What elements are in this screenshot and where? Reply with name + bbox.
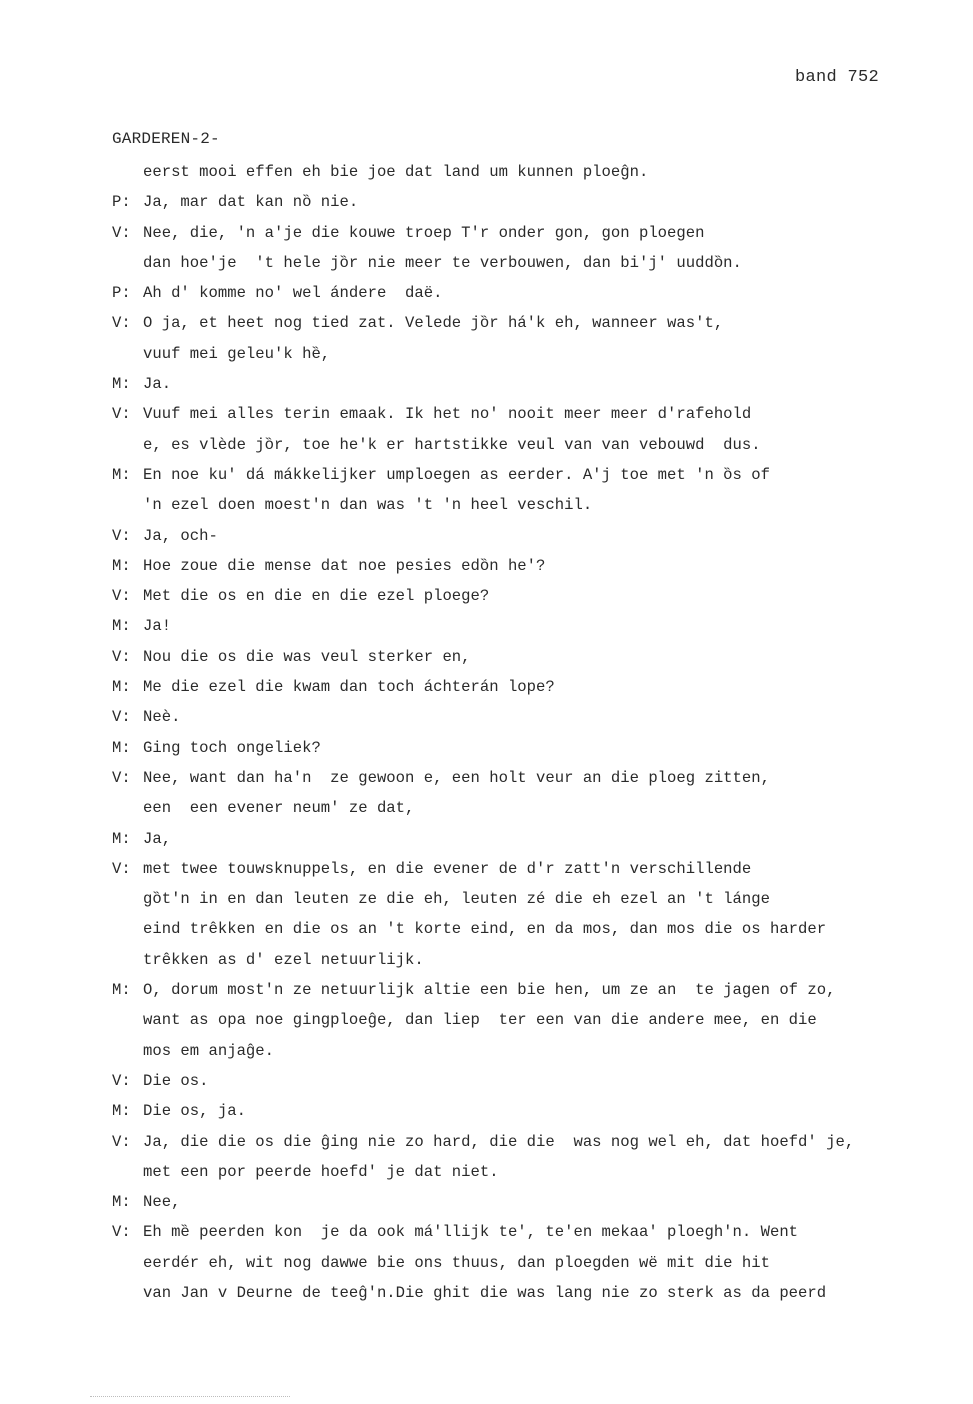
utterance-line: Neè. — [143, 708, 181, 727]
speaker-label: V: — [112, 708, 131, 727]
transcript-entry — [112, 308, 952, 369]
utterance — [143, 642, 952, 672]
transcript-entry — [112, 1066, 952, 1096]
transcript-entry — [112, 611, 952, 641]
utterance — [143, 1096, 952, 1126]
utterance-line: Die os, ja. — [143, 1102, 246, 1121]
utterance-line: want as opa noe gingploeĝe, dan liep ter een van die andere mee, en die — [143, 1011, 817, 1030]
transcript-entry — [112, 1127, 952, 1188]
utterance-line: Ja! — [143, 617, 172, 636]
speaker-label: V: — [112, 1071, 131, 1090]
speaker-label: M: — [112, 1102, 131, 1121]
transcript-entry — [112, 551, 952, 581]
footer-dotted-line — [90, 1396, 290, 1398]
utterance — [143, 1217, 952, 1308]
transcript-entry — [112, 854, 952, 975]
utterance-line: Nou die os die was veul sterker en, — [143, 647, 471, 666]
speaker-label: M: — [112, 617, 131, 636]
utterance-line: Vuuf mei alles terin emaak. Ik het no' nooit meer meer d'rafehold — [143, 405, 752, 424]
utterance — [143, 672, 952, 702]
transcript-entry — [112, 369, 952, 399]
utterance — [143, 218, 952, 279]
utterance-line: vuuf mei geleu'k hȅ, — [143, 344, 331, 363]
utterance — [143, 369, 952, 399]
speaker-label — [112, 157, 143, 187]
utterance-line: e, es vlède jȍr, toe he'k er hartstikke veul van van vebouwd dus. — [143, 435, 761, 454]
speaker-label: V: — [112, 859, 131, 878]
speaker-label: V: — [112, 223, 131, 242]
utterance-line: 'n ezel doen moest'n dan was 't 'n heel veschil. — [143, 496, 593, 515]
utterance-line: eerdér eh, wit nog dawwe bie ons thuus, dan ploegden wë mit die hit — [143, 1253, 770, 1272]
speaker-label: M: — [112, 465, 131, 484]
utterance-line: een een evener neum' ze dat, — [143, 799, 415, 818]
utterance — [143, 763, 952, 824]
utterance-line: Die os. — [143, 1071, 209, 1090]
utterance-line: gȍt'n in en dan leuten ze die eh, leuten zé die eh ezel an 't lánge — [143, 890, 770, 909]
speaker-label: M: — [112, 738, 131, 757]
utterance — [143, 854, 952, 975]
transcript-entry — [112, 1187, 952, 1217]
document-title: GARDEREN-2- — [112, 130, 220, 148]
utterance-line: Ja, die die os die ĝing nie zo hard, die die was nog wel eh, dat hoefd' je, — [143, 1132, 855, 1151]
utterance — [143, 1066, 952, 1096]
utterance-line: mos em anjaĝe. — [143, 1041, 275, 1060]
utterance — [143, 278, 952, 308]
utterance — [143, 460, 952, 521]
utterance — [143, 551, 952, 581]
speaker-label: V: — [112, 1132, 131, 1151]
utterance-line: En noe ku' dá mákkelijker umploegen as eerder. A'j toe met 'n ȍs of — [143, 465, 770, 484]
utterance-line: trêkken as d' ezel netuurlijk. — [143, 950, 424, 969]
speaker-label: V: — [112, 647, 131, 666]
band-number: band 752 — [794, 68, 879, 87]
utterance — [143, 308, 952, 369]
utterance-line: eerst mooi effen eh bie joe dat land um kunnen ploeĝn. — [143, 163, 649, 181]
transcript-entry — [112, 399, 952, 460]
utterance-line: Nee, — [143, 1193, 181, 1212]
utterance-line: Ging toch ongeliek? — [143, 738, 321, 757]
utterance-line: Ah d' komme no' wel ándere daë. — [143, 284, 443, 303]
transcript-entry — [112, 733, 952, 763]
transcript — [112, 157, 952, 1308]
utterance-line: Nee, die, 'n a'je die kouwe troep T'r onder gon, gon ploegen — [143, 223, 705, 242]
transcript-entry — [112, 521, 952, 551]
utterance-line: Ja, — [143, 829, 172, 848]
utterance-line: Ja, och- — [143, 526, 218, 545]
speaker-label: P: — [112, 284, 131, 303]
utterance — [143, 824, 952, 854]
speaker-label: P: — [112, 193, 131, 212]
utterance — [143, 1127, 952, 1188]
utterance-line: Ja, mar dat kan nȍ nie. — [143, 193, 359, 212]
transcript-entry — [112, 1217, 952, 1308]
transcript-entry — [112, 642, 952, 672]
transcript-entry — [112, 975, 952, 1066]
utterance-line: Hoe zoue die mense dat noe pesies edȍn he'? — [143, 556, 546, 575]
utterance-line: dan hoe'je 't hele jȍr nie meer te verbouwen, dan bi'j' uuddȍn. — [143, 253, 742, 272]
utterance-line: Met die os en die en die ezel ploege? — [143, 587, 490, 606]
utterance — [143, 187, 952, 217]
transcript-entry — [112, 157, 952, 187]
transcript-entry — [112, 1096, 952, 1126]
speaker-label: M: — [112, 556, 131, 575]
utterance-line: Me die ezel die kwam dan toch áchterán lope? — [143, 678, 555, 697]
speaker-label: M: — [112, 375, 131, 394]
speaker-label: V: — [112, 1223, 131, 1242]
speaker-label: M: — [112, 829, 131, 848]
transcript-entry — [112, 763, 952, 824]
utterance — [143, 975, 952, 1066]
utterance-line: met twee touwsknuppels, en die evener de d'r zatt'n verschillende — [143, 859, 752, 878]
transcript-entry — [112, 218, 952, 279]
utterance — [143, 611, 952, 641]
speaker-label: M: — [112, 1193, 131, 1212]
transcript-entry — [112, 278, 952, 308]
utterance — [143, 399, 952, 460]
speaker-label: V: — [112, 587, 131, 606]
utterance-line: O, dorum most'n ze netuurlijk altie een bie hen, um ze an te jagen of zo, — [143, 981, 836, 1000]
utterance-line: Eh mȅ peerden kon je da ook má'llijk te', te'en mekaa' ploegh'n. Went — [143, 1223, 799, 1242]
utterance — [143, 733, 952, 763]
transcript-entry — [112, 187, 952, 217]
utterance — [143, 702, 952, 732]
utterance — [143, 581, 952, 611]
transcript-entry — [112, 460, 952, 521]
speaker-label: V: — [112, 526, 131, 545]
utterance-line: O ja, et heet nog tied zat. Velede jȍr há'k eh, wanneer was't, — [143, 314, 724, 333]
utterance — [143, 157, 952, 187]
speaker-label: M: — [112, 981, 131, 1000]
speaker-label: V: — [112, 768, 131, 787]
utterance — [143, 1187, 952, 1217]
speaker-label: V: — [112, 405, 131, 424]
transcript-entry — [112, 672, 952, 702]
transcript-entry — [112, 581, 952, 611]
speaker-label: M: — [112, 678, 131, 697]
transcript-entry — [112, 702, 952, 732]
speaker-label: V: — [112, 314, 131, 333]
utterance-line: eind trêkken en die os an 't korte eind, en da mos, dan mos die os harder — [143, 920, 827, 939]
utterance-line: van Jan v Deurne de teeĝ'n.Die ghit die was lang nie zo sterk as da peerd — [143, 1283, 827, 1302]
utterance-line: met een por peerde hoefd' je dat niet. — [143, 1162, 499, 1181]
utterance — [143, 521, 952, 551]
utterance-line: Ja. — [143, 375, 172, 394]
transcript-entry — [112, 824, 952, 854]
utterance-line: Nee, want dan ha'n ze gewoon e, een holt veur an die ploeg zitten, — [143, 768, 770, 787]
